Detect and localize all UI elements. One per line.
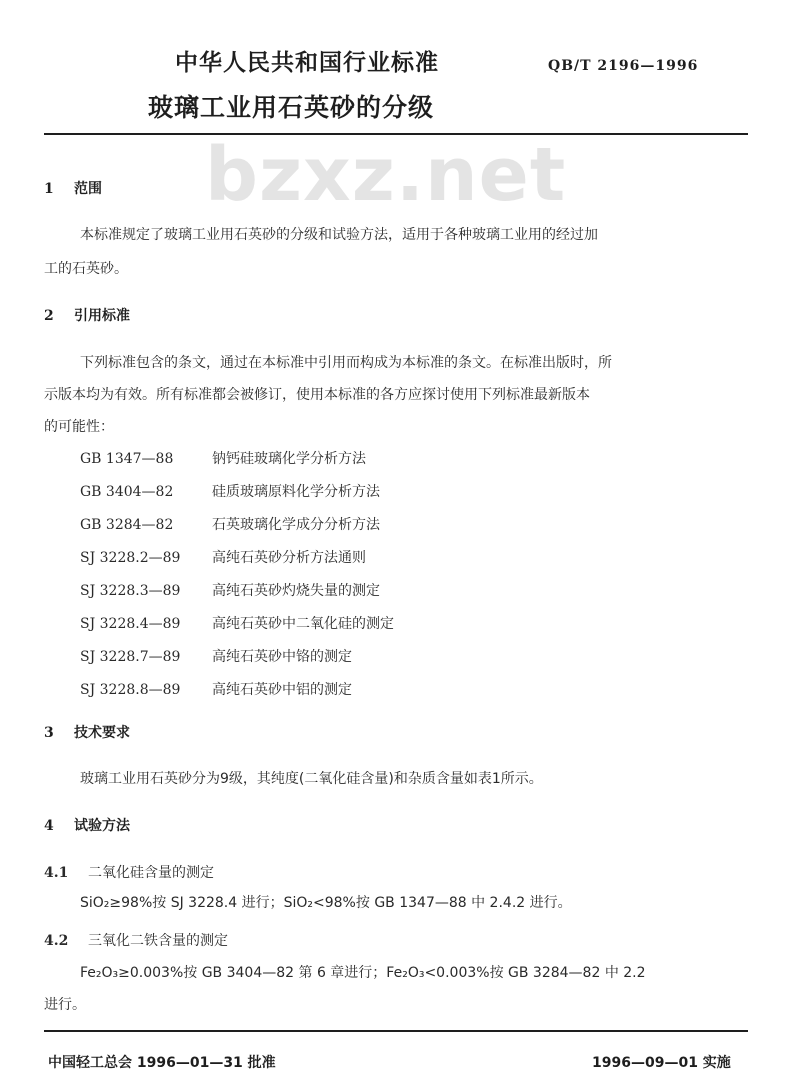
footer-rule [44, 1030, 748, 1032]
reference-title: 高纯石英砂中铬的测定 [212, 649, 352, 665]
section-number: 3 [44, 725, 54, 741]
paragraph: 工的石英砂。 [44, 261, 128, 277]
reference-code: SJ 3228.3—89 [80, 583, 181, 599]
document-title: 玻璃工业用石英砂的分级 [148, 93, 435, 122]
reference-item [80, 580, 380, 600]
section-3-heading [44, 722, 130, 742]
reference-title: 石英玻璃化学成分分析方法 [212, 517, 380, 533]
watermark: bzxz.net [205, 132, 567, 218]
reference-item [80, 481, 380, 501]
standard-code: QB/T 2196—1996 [548, 58, 699, 74]
reference-code: GB 3284—82 [80, 517, 174, 533]
standard-category: 中华人民共和国行业标准 [175, 50, 439, 76]
approval-line: 中国轻工总会 1996—01—31 批准 [48, 1055, 276, 1071]
reference-code: GB 3404—82 [80, 484, 174, 500]
reference-title: 高纯石英砂灼烧失量的测定 [212, 583, 380, 599]
subsection-4-2-heading [44, 930, 228, 950]
section-1-heading [44, 178, 102, 198]
paragraph: 本标准规定了玻璃工业用石英砂的分级和试验方法，适用于各种玻璃工业用的经过加 [80, 227, 598, 243]
section-title: 范围 [74, 181, 102, 197]
reference-code: SJ 3228.7—89 [80, 649, 181, 665]
reference-title: 硅质玻璃原料化学分析方法 [212, 484, 380, 500]
paragraph: 进行。 [44, 997, 86, 1013]
reference-item [80, 646, 352, 666]
subsection-4-1-heading [44, 862, 214, 882]
paragraph: Fe₂O₃≥0.003%按 GB 3404—82 第 6 章进行；Fe₂O₃<0.003%按 GB 3284—82 中 2.2 [80, 965, 646, 981]
reference-item [80, 547, 366, 567]
subsection-title: 三氧化二铁含量的测定 [88, 933, 228, 949]
reference-item [80, 613, 394, 633]
subsection-title: 二氧化硅含量的测定 [88, 865, 214, 881]
paragraph: 下列标准包含的条文，通过在本标准中引用而构成为本标准的条文。在标准出版时，所 [80, 355, 612, 371]
section-title: 技术要求 [74, 725, 130, 741]
reference-code: SJ 3228.4—89 [80, 616, 181, 632]
paragraph: SiO₂≥98%按 SJ 3228.4 进行；SiO₂<98%按 GB 1347—88 中 2.4.2 进行。 [80, 895, 572, 911]
reference-item [80, 448, 366, 468]
implementation-date: 1996—09—01 实施 [592, 1055, 731, 1071]
paragraph: 玻璃工业用石英砂分为9级，其纯度(二氧化硅含量)和杂质含量如表1所示。 [80, 771, 543, 787]
reference-code: SJ 3228.2—89 [80, 550, 181, 566]
reference-code: SJ 3228.8—89 [80, 682, 181, 698]
reference-title: 钠钙硅玻璃化学分析方法 [212, 451, 366, 467]
section-4-heading [44, 815, 130, 835]
paragraph: 的可能性： [44, 419, 114, 435]
subsection-number: 4.1 [44, 865, 69, 881]
section-title: 引用标准 [74, 308, 130, 324]
reference-title: 高纯石英砂分析方法通则 [212, 550, 366, 566]
section-number: 2 [44, 308, 54, 324]
section-number: 1 [44, 181, 54, 197]
reference-code: GB 1347—88 [80, 451, 174, 467]
reference-title: 高纯石英砂中二氧化硅的测定 [212, 616, 394, 632]
section-2-heading [44, 305, 130, 325]
subsection-number: 4.2 [44, 933, 69, 949]
section-number: 4 [44, 818, 54, 834]
section-title: 试验方法 [74, 818, 130, 834]
reference-item [80, 514, 380, 534]
reference-title: 高纯石英砂中铝的测定 [212, 682, 352, 698]
paragraph: 示版本均为有效。所有标准都会被修订，使用本标准的各方应探讨使用下列标准最新版本 [44, 387, 590, 403]
reference-item [80, 679, 352, 699]
